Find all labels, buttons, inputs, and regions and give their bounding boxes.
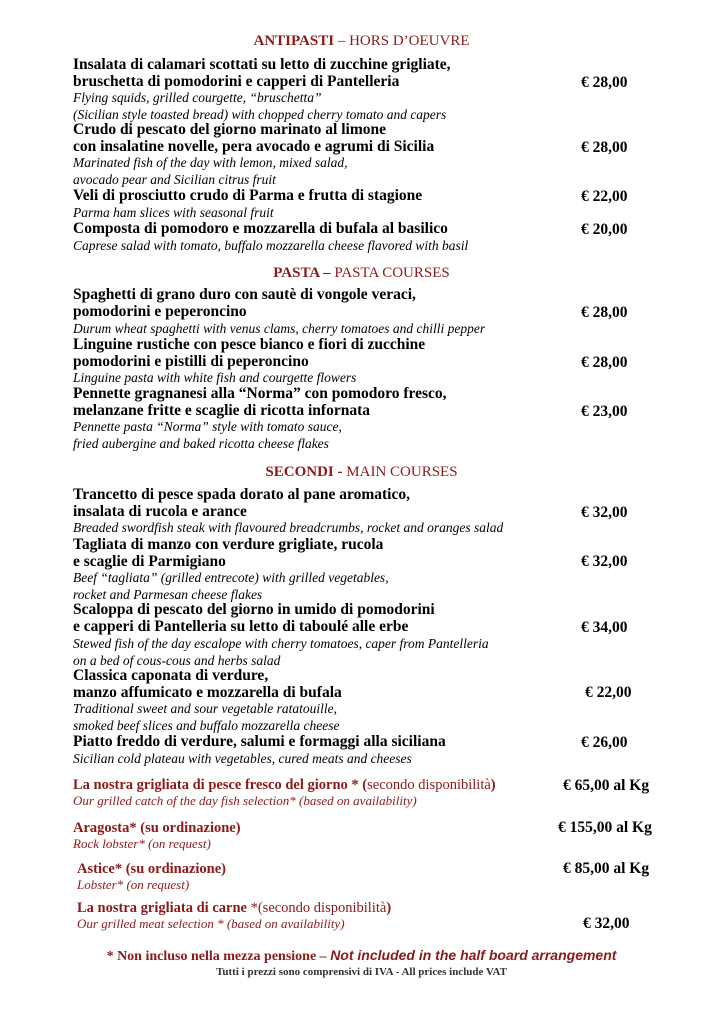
half-board-note: * Non incluso nella mezza pensione – Not included in the half board arrangement — [106, 947, 617, 964]
dish-description: Flying squids, grilled courgette, “bruschetta” (Sicilian style toasted bread) with chopped cherry tomato and capers — [73, 90, 447, 122]
dish-name: Scaloppa di pescato del giorno in umido di pomodorini e capperi di Pantelleria su letto di taboulé alle erbe — [73, 601, 435, 635]
special-price: € 155,00 al Kg — [558, 819, 652, 836]
dish-price: € 28,00 — [581, 139, 628, 156]
special-description: Lobster* (on request) — [77, 877, 190, 892]
dish-description: Breaded swordfish steak with flavoured breadcrumbs, rocket and oranges salad — [73, 520, 504, 535]
dish-price: € 20,00 — [581, 221, 628, 238]
dish-price: € 32,00 — [581, 553, 628, 570]
dish-price: € 32,00 — [581, 504, 628, 521]
dish-price: € 26,00 — [581, 734, 628, 751]
special-price: € 85,00 al Kg — [563, 860, 650, 877]
dish-name: Trancetto di pesce spada dorato al pane aromatico, insalata di rucola e arance — [73, 486, 410, 520]
section-title-secondi: SECONDI - MAIN COURSES — [265, 464, 458, 480]
dish-description: Stewed fish of the day escalope with cherry tomatoes, caper from Pantelleria on a bed of cous-cous and herbs salad — [73, 636, 489, 668]
dish-price: € 34,00 — [581, 619, 628, 636]
dish-name: Crudo di pescato del giorno marinato al limone con insalatine novelle, pera avocado e agrumi di Sicilia — [73, 121, 435, 155]
dish-description: Pennette pasta “Norma” style with tomato sauce, fried aubergine and baked ricotta cheese flakes — [73, 419, 342, 451]
special-description: Our grilled meat selection * (based on availability) — [77, 916, 345, 931]
dish-description: Linguine pasta with white fish and courgette flowers — [73, 370, 357, 385]
dish-name: Tagliata di manzo con verdure grigliate, rucola e scaglie di Parmigiano — [73, 536, 384, 570]
dish-price: € 28,00 — [581, 354, 628, 371]
dish-description: Parma ham slices with seasonal fruit — [73, 205, 274, 220]
dish-name: Insalata di calamari scottati su letto di zucchine grigliate, bruschetta di pomodorini e capperi di Pantelleria — [73, 56, 451, 90]
special-price: € 65,00 al Kg — [563, 777, 650, 794]
dish-price: € 28,00 — [581, 74, 628, 91]
dish-name: Spaghetti di grano duro con sautè di vongole veraci, pomodorini e peperoncino — [73, 286, 416, 320]
special-name: La nostra grigliata di pesce fresco del giorno * (secondo disponibilità) — [73, 777, 496, 793]
dish-name: Piatto freddo di verdure, salumi e formaggi alla siciliana — [73, 733, 446, 750]
dish-description: Marinated fish of the day with lemon, mixed salad, avocado pear and Sicilian citrus fruit — [73, 155, 348, 187]
dish-description: Durum wheat spaghetti with venus clams, cherry tomatoes and chilli pepper — [73, 321, 486, 336]
dish-price: € 28,00 — [581, 304, 628, 321]
dish-description: Sicilian cold plateau with vegetables, cured meats and cheeses — [73, 751, 412, 766]
special-price: € 32,00 — [583, 915, 630, 932]
dish-name: Pennette gragnanesi alla “Norma” con pomodoro fresco, melanzane fritte e scaglie di ricotta infornata — [73, 385, 447, 419]
special-description: Our grilled catch of the day fish selection* (based on availability) — [73, 793, 417, 808]
dish-description: Caprese salad with tomato, buffalo mozzarella cheese flavored with basil — [73, 238, 469, 253]
section-title-pasta: PASTA – PASTA COURSES — [273, 265, 450, 281]
vat-note: Tutti i prezzi sono comprensivi di IVA - All prices include VAT — [216, 966, 507, 978]
special-name: Astice* (su ordinazione) — [77, 861, 227, 877]
special-name: La nostra grigliata di carne *(secondo disponibilità) — [77, 900, 392, 916]
special-name: Aragosta* (su ordinazione) — [73, 820, 241, 836]
dish-description: Traditional sweet and sour vegetable ratatouille, smoked beef slices and buffalo mozzarella cheese — [73, 701, 340, 733]
dish-name: Classica caponata di verdure, manzo affumicato e mozzarella di bufala — [73, 667, 342, 701]
dish-name: Veli di prosciutto crudo di Parma e frutta di stagione — [73, 187, 423, 204]
dish-name: Composta di pomodoro e mozzarella di bufala al basilico — [73, 220, 448, 237]
dish-price: € 22,00 — [585, 684, 632, 701]
special-description: Rock lobster* (on request) — [73, 836, 211, 851]
dish-price: € 23,00 — [581, 403, 628, 420]
dish-description: Beef “tagliata” (grilled entrecote) with grilled vegetables, rocket and Parmesan cheese flakes — [73, 570, 389, 602]
dish-name: Linguine rustiche con pesce bianco e fiori di zucchine pomodorini e pistilli di peperoncino — [73, 336, 426, 370]
section-title-antipasti: ANTIPASTI – HORS D’OEUVRE — [253, 33, 470, 49]
dish-price: € 22,00 — [581, 188, 628, 205]
